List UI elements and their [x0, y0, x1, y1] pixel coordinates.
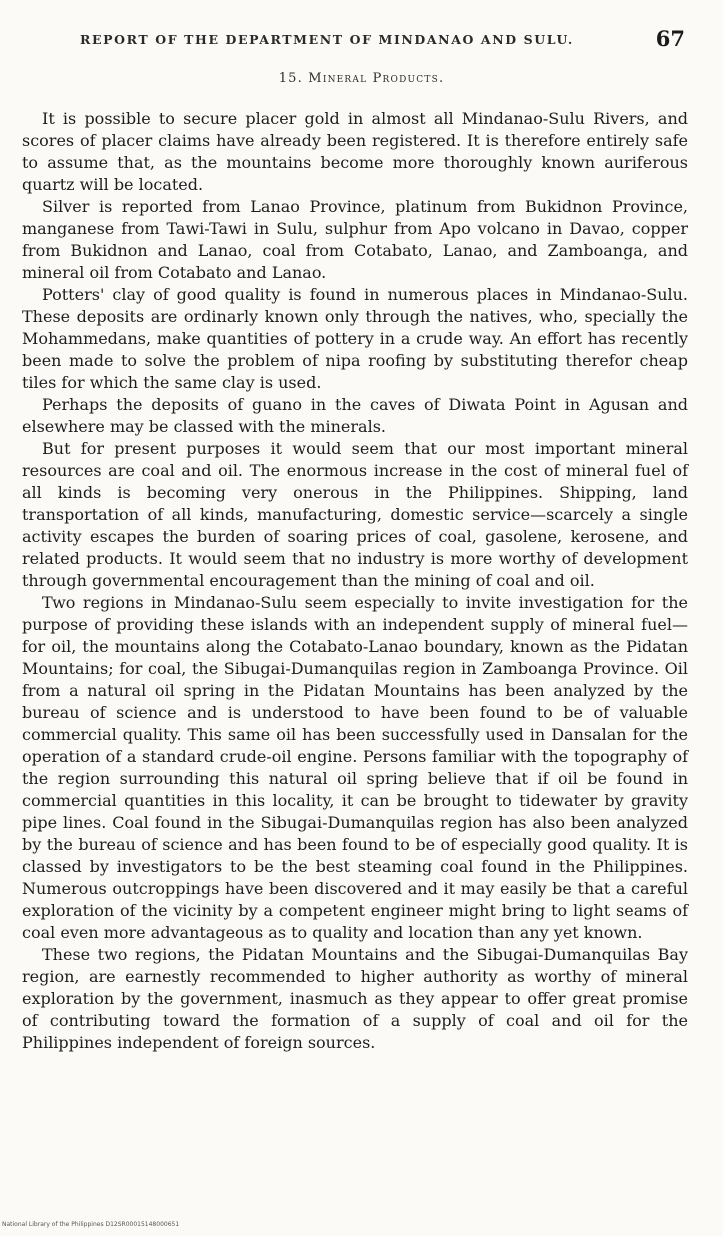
paragraph-silver-and-metals: Silver is reported from Lanao Province, platinum from Bukidnon Province, manganese from Tawi-Tawi in Sulu, sulphur from Apo volcano in Davao, copper from Bukidnon and Lanao, coal from Cotabato, Lanao, and Zamboanga, and mineral oil from Cotabato and Lanao.	[22, 197, 688, 282]
library-credit: National Library of the Philippines D12SR00015148000651	[2, 1221, 180, 1228]
section-heading: 15. Mineral Products.	[278, 71, 445, 86]
page-number: 67	[655, 26, 685, 51]
running-head	[60, 26, 690, 56]
paragraph-two-regions: Two regions in Mindanao-Sulu seem especially to invite investigation for the purpose of providing these islands with an independent supply of mineral fuel—for oil, the mountains along the Cotabato-Lanao boundary, known as the Pidatan Mountains; for coal, the Sibugai-Dumanquilas region in Zamboanga Province. Oil from a natural oil spring in the Pidatan Mountains has been analyzed by the bureau of science and is understood to have been found to be of valuable commercial quality. This same oil has been successfully used in Dansalan for the operation of a standard crude-oil engine. Persons familiar with the topography of the region surrounding this natural oil spring believe that if oil be found in commercial quantities in this locality, it can be brought to tidewater by gravity pipe lines. Coal found in the Sibugai-Dumanquilas region has also been analyzed by the bureau of science and has been found to be of especially good quality. It is classed by investigators to be the best steaming coal found in the Philippines. Numerous outcroppings have been discovered and it may easily be that a careful exploration of the vicinity by a competent engineer might bring to light seams of coal even more advantageous as to quality and location than any yet known.	[22, 593, 688, 942]
paragraph-placer-gold: It is possible to secure placer gold in almost all Mindanao-Sulu Rivers, and scores of placer claims have already been registered. It is therefore entirely safe to assume that, as the mountains become more thoroughly known auriferous quartz will be located.	[22, 109, 688, 194]
paragraph-recommendation: These two regions, the Pidatan Mountains and the Sibugai-Dumanquilas Bay region, are earnestly recommended to higher authority as worthy of mineral exploration by the government, inasmuch as they appear to offer great promise of contributing toward the formation of a supply of coal and oil for the Philippines independent of foreign sources.	[22, 945, 688, 1052]
running-title: REPORT OF THE DEPARTMENT OF MINDANAO AND SULU.	[80, 32, 574, 47]
paragraph-guano: Perhaps the deposits of guano in the caves of Diwata Point in Agusan and elsewhere may be classed with the minerals.	[22, 395, 688, 436]
body-text	[22, 108, 688, 1054]
paragraph-potters-clay: Potters' clay of good quality is found in numerous places in Mindanao-Sulu. These deposits are ordinarly known only through the natives, who, specially the Mohammedans, make quantities of pottery in a crude way. An effort has recently been made to solve the problem of nipa roofing by substituting therefor cheap tiles for which the same clay is used.	[22, 285, 688, 392]
paragraph-coal-and-oil: But for present purposes it would seem that our most important mineral resources are coal and oil. The enormous increase in the cost of mineral fuel of all kinds is becoming very onerous in the Philippines. Shipping, land transportation of all kinds, manufacturing, domestic service—scarcely a single activity escapes the burden of soaring prices of coal, gasolene, kerosene, and related products. It would seem that no industry is more worthy of development through governmental encouragement than the mining of coal and oil.	[22, 439, 688, 590]
